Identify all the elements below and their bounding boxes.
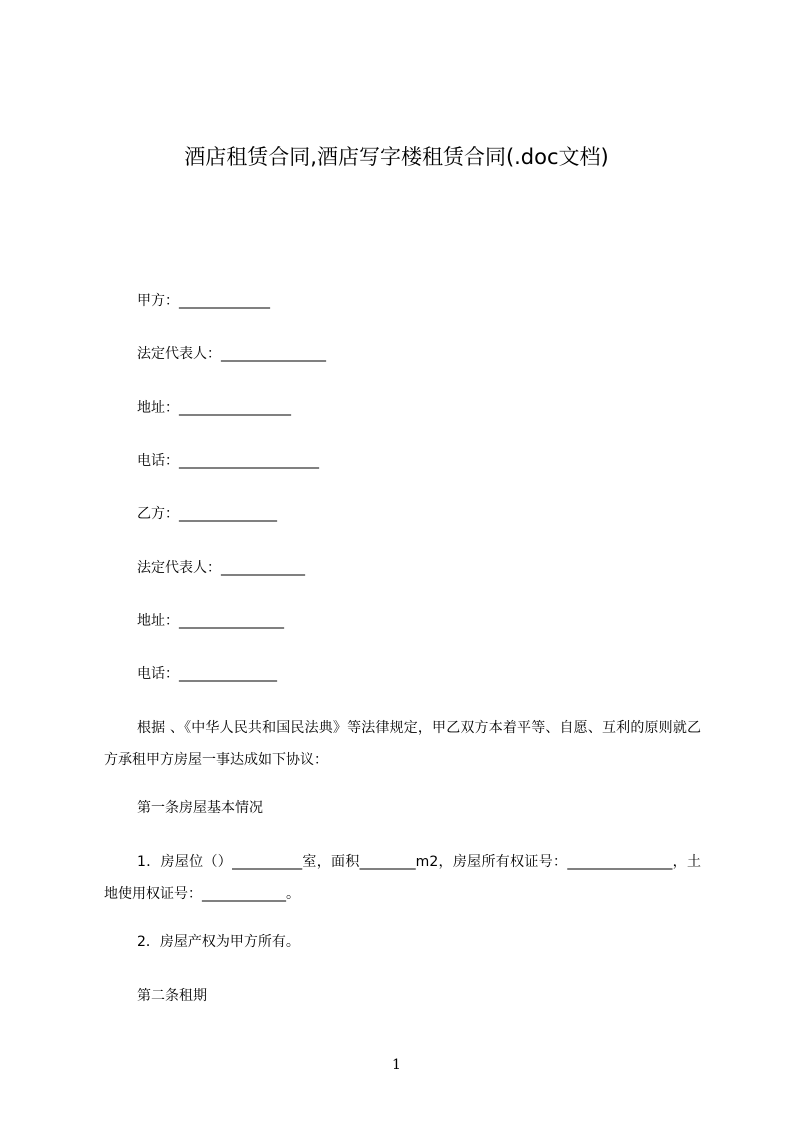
- party-a-name-line: 甲方：_____________: [137, 293, 270, 309]
- party-b-phone-line: 电话：______________: [137, 666, 277, 682]
- party-b-address-line: 地址：_______________: [137, 613, 284, 629]
- page-number: 1: [392, 1057, 401, 1073]
- party-b-representative-line: 法定代表人：____________: [137, 560, 305, 576]
- party-a-address-line: 地址：________________: [137, 400, 291, 416]
- article-1-item-1: 1．房屋位（）__________室，面积________m2，房屋所有权证号：_______________，土地使用权证号：____________。: [104, 854, 701, 902]
- contract-preamble: 根据 、《中华人民共和国民法典》等法律规定，甲乙双方本着平等、自愿、互利的原则就乙方承租甲方房屋一事达成如下协议：: [104, 720, 701, 768]
- article-2-heading: 第二条租期: [137, 988, 207, 1004]
- article-1-item-2: 2．房屋产权为甲方所有。: [137, 934, 300, 950]
- party-a-representative-line: 法定代表人：_______________: [137, 346, 326, 362]
- party-a-phone-line: 电话：____________________: [137, 453, 319, 469]
- article-1-heading: 第一条房屋基本情况: [137, 800, 263, 816]
- party-b-name-line: 乙方：______________: [137, 506, 277, 522]
- document-title: 酒店租赁合同,酒店写字楼租赁合同(.doc文档): [184, 145, 609, 169]
